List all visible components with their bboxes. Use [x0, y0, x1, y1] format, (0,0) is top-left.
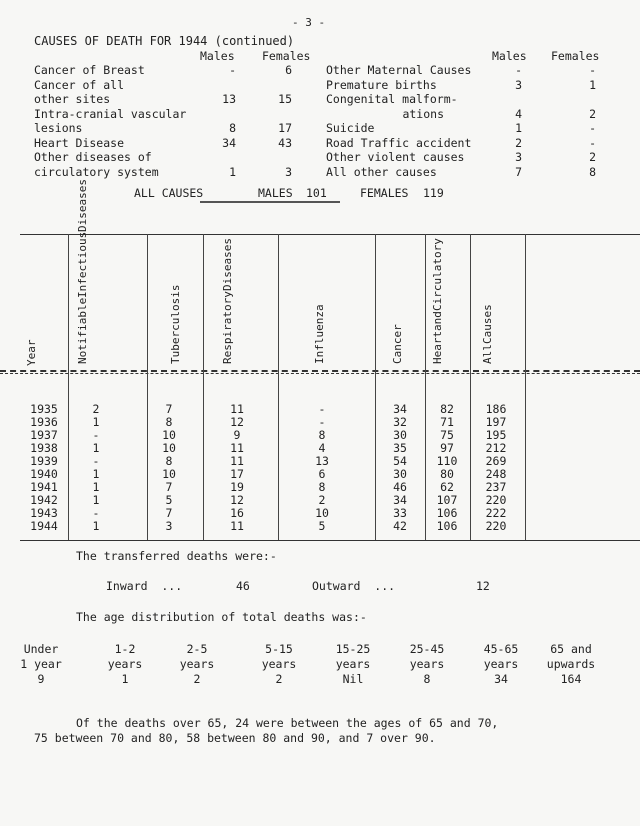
table-cell: 1 [92, 467, 100, 481]
header-line: and [431, 311, 444, 331]
females-total-label: FEMALES [360, 186, 409, 200]
age-group-value: 164 [560, 672, 582, 686]
table-row [4, 493, 640, 506]
table-cell: 35 [393, 441, 407, 455]
table-cell: 110 [436, 454, 458, 468]
table-cell: 1935 [30, 402, 58, 416]
table-cell: 212 [485, 441, 507, 455]
cause-label: circulatory system [34, 164, 159, 179]
header-influenza: Influenza [313, 304, 326, 364]
males-total-label: MALES [258, 186, 293, 200]
header-year: Year [25, 339, 38, 366]
table-cell: 1936 [30, 415, 58, 429]
table-cell: 11 [230, 519, 244, 533]
table-cell: 10 [162, 467, 176, 481]
table-cell: 12 [230, 415, 244, 429]
table-top-rule [20, 234, 640, 235]
table-cell: 2 [318, 493, 326, 507]
table-cell: 6 [318, 467, 326, 481]
table-cell: 13 [315, 454, 329, 468]
table-cell: 106 [436, 506, 458, 520]
header-line: All [481, 344, 494, 364]
cause-label: Other diseases of [34, 150, 152, 164]
table-cell: 5 [165, 493, 173, 507]
header-cancer: Cancer [391, 324, 404, 364]
table-cell: 30 [393, 428, 407, 442]
table-cell: 220 [485, 493, 507, 507]
header-line: Notifiable [76, 297, 89, 364]
age-group-heading: 15-25 [335, 642, 371, 656]
table-cell: 4 [318, 441, 326, 455]
table-cell: 237 [485, 480, 507, 494]
table-cell: 19 [230, 480, 244, 494]
table-cell: 82 [440, 402, 454, 416]
table-cell: 7 [165, 480, 173, 494]
age-group-heading: Under [23, 642, 59, 656]
table-cell: - [92, 506, 100, 520]
header-line: Causes [481, 304, 494, 345]
table-cell: 1 [92, 415, 100, 429]
cause-label: other sites [34, 92, 111, 106]
page-number: - 3 - [292, 16, 326, 29]
males-total-value: 101 [306, 186, 327, 200]
cause-label: Heart Disease [34, 135, 125, 150]
table-cell: 1938 [30, 441, 58, 455]
inward-label: Inward ... [106, 579, 183, 593]
left-males-heading: Males [200, 49, 235, 63]
table-cell: 7 [165, 506, 173, 520]
cause-males-value: 13 [222, 92, 236, 106]
table-cell: 8 [318, 428, 326, 442]
cause-label: Other Maternal Causes [326, 63, 472, 77]
table-cell: 10 [162, 441, 176, 455]
cause-females-value: - [589, 135, 596, 150]
table-cell: 34 [393, 402, 407, 416]
right-females-heading: Females [551, 49, 600, 63]
table-row [4, 402, 640, 415]
table-cell: 1 [92, 519, 100, 533]
cause-males-value: 34 [222, 135, 236, 150]
table-cell: 7 [165, 402, 173, 416]
table-cell: 1 [92, 493, 100, 507]
header-line: Diseases [76, 178, 89, 232]
cause-label: Premature births [326, 77, 437, 92]
table-cell: 2 [92, 402, 100, 416]
table-cell: 97 [440, 441, 454, 455]
cause-males-value: 7 [515, 164, 522, 179]
inward-value: 46 [236, 579, 250, 593]
table-cell: - [318, 402, 326, 416]
section-heading: CAUSES OF DEATH FOR 1944 (continued) [34, 34, 295, 48]
table-body [4, 402, 640, 532]
table-cell: 106 [436, 519, 458, 533]
age-group-subheading: years [409, 657, 445, 671]
cause-females-value: 2 [589, 106, 596, 121]
table-row [4, 415, 640, 428]
cause-females-value: 6 [285, 63, 292, 77]
table-cell: 10 [162, 428, 176, 442]
table-cell: 42 [393, 519, 407, 533]
cause-label: Cancer of all [34, 77, 125, 92]
cause-label: Cancer of Breast [34, 63, 145, 77]
age-group-value: 2 [275, 672, 283, 686]
header-line: Diseases [221, 238, 234, 292]
table-cell: 248 [485, 467, 507, 481]
age-group-value: 2 [193, 672, 201, 686]
cause-females-value: 15 [278, 92, 292, 106]
cause-males-value: - [229, 63, 236, 77]
outward-label: Outward ... [312, 579, 396, 593]
table-cell: 1944 [30, 519, 58, 533]
transfers-intro: The transferred deaths were:- [76, 549, 277, 563]
table-cell: 8 [318, 480, 326, 494]
table-cell: 54 [393, 454, 407, 468]
table-row [4, 467, 640, 480]
cause-males-value: 3 [515, 77, 522, 92]
cause-label: Other violent causes [326, 150, 465, 164]
header-line: Respiratory [221, 291, 234, 364]
cause-females-value: 3 [285, 164, 292, 179]
cause-label: ations [402, 106, 444, 121]
cause-label: All other causes [326, 164, 437, 179]
age-intro: The age distribution of total deaths was:- [76, 610, 367, 624]
header-respiratory [221, 238, 262, 364]
age-group-subheading: years [179, 657, 215, 671]
cause-males-value: - [515, 63, 522, 77]
table-cell: 195 [485, 428, 507, 442]
table-cell: 1942 [30, 493, 58, 507]
cause-males-value: 3 [515, 150, 522, 164]
cause-males-value: 4 [515, 106, 522, 121]
table-cell: 186 [485, 402, 507, 416]
table-cell: 8 [165, 454, 173, 468]
table-cell: 11 [230, 441, 244, 455]
header-line: Heart [431, 330, 444, 364]
table-row [4, 441, 640, 454]
age-group-subheading: 1 year [20, 657, 62, 671]
table-cell: 107 [436, 493, 458, 507]
age-group-value: 1 [121, 672, 129, 686]
age-group-subheading: years [483, 657, 519, 671]
header-tuberculosis: Tuberculosis [169, 284, 182, 364]
table-cell: 62 [440, 480, 454, 494]
table-row [4, 480, 640, 493]
cause-females-value: 8 [589, 164, 596, 179]
table-cell: 197 [485, 415, 507, 429]
age-group-heading: 65 and [550, 642, 592, 656]
table-cell: 34 [393, 493, 407, 507]
table-cell: 33 [393, 506, 407, 520]
header-all-causes [482, 296, 518, 364]
age-group-subheading: years [107, 657, 143, 671]
table-cell: 9 [233, 428, 241, 442]
all-causes-label: ALL CAUSES [134, 186, 204, 200]
cause-males-value: 1 [515, 121, 522, 135]
outward-value: 12 [476, 579, 490, 593]
table-cell: 269 [485, 454, 507, 468]
table-cell: 16 [230, 506, 244, 520]
header-notifiable [76, 178, 136, 364]
age-group-value: 9 [37, 672, 45, 686]
cause-females-value: 2 [589, 150, 596, 164]
table-row [4, 519, 640, 532]
table-cell: 71 [440, 415, 454, 429]
table-cell: 8 [165, 415, 173, 429]
cause-label: Intra-cranial vascular [34, 106, 187, 121]
header-line: Circulatory [431, 238, 444, 311]
table-cell: 1943 [30, 506, 58, 520]
table-cell: - [92, 454, 100, 468]
header-heart [431, 238, 468, 364]
cause-males-value: 1 [229, 164, 236, 179]
table-cell: 5 [318, 519, 326, 533]
cause-females-value: - [589, 63, 596, 77]
age-group-heading: 25-45 [409, 642, 445, 656]
age-group-subheading: years [335, 657, 371, 671]
cause-females-value: - [589, 121, 596, 135]
table-cell: 12 [230, 493, 244, 507]
cause-males-value: 2 [515, 135, 522, 150]
table-header-rule [0, 370, 640, 372]
table-cell: 80 [440, 467, 454, 481]
table-cell: 1 [92, 441, 100, 455]
cause-label: lesions [34, 121, 83, 135]
table-cell: 32 [393, 415, 407, 429]
age-group-heading: 5-15 [265, 642, 293, 656]
cause-label: Suicide [326, 121, 375, 135]
cause-females-value: 1 [589, 77, 596, 92]
table-cell: 46 [393, 480, 407, 494]
footer-line-1: Of the deaths over 65, 24 were between the ages of 65 and 70, [76, 716, 499, 730]
footer-line-2: 75 between 70 and 80, 58 between 80 and 90, and 7 over 90. [34, 731, 436, 745]
table-cell: 1939 [30, 454, 58, 468]
age-group-value: 34 [494, 672, 508, 686]
table-cell: 17 [230, 467, 244, 481]
table-cell: 220 [485, 519, 507, 533]
age-group-subheading: upwards [546, 657, 596, 671]
age-group-value: 8 [423, 672, 431, 686]
table-cell: - [92, 428, 100, 442]
table-cell: 11 [230, 454, 244, 468]
table-row [4, 506, 640, 519]
right-males-heading: Males [492, 49, 527, 63]
header-line: Infectious [76, 231, 89, 298]
cause-label: Road Traffic accident [326, 135, 472, 150]
table-cell: - [318, 415, 326, 429]
age-group-heading: 2-5 [186, 642, 208, 656]
table-cell: 1937 [30, 428, 58, 442]
table-cell: 10 [315, 506, 329, 520]
table-header-rule-2 [0, 373, 640, 374]
table-row [4, 428, 640, 441]
totals-underline [200, 201, 340, 203]
cause-females-value: 43 [278, 135, 292, 150]
age-group-heading: 1-2 [114, 642, 136, 656]
table-cell: 222 [485, 506, 507, 520]
cause-females-value: 17 [278, 121, 292, 135]
cause-label: Congenital malform- [326, 92, 458, 106]
left-females-heading: Females [262, 49, 311, 63]
table-cell: 1 [92, 480, 100, 494]
females-total-value: 119 [423, 186, 444, 200]
age-group-subheading: years [261, 657, 297, 671]
table-cell: 1941 [30, 480, 58, 494]
table-cell: 3 [165, 519, 173, 533]
table-cell: 11 [230, 402, 244, 416]
table-cell: 30 [393, 467, 407, 481]
cause-males-value: 8 [229, 121, 236, 135]
age-group-heading: 45-65 [483, 642, 519, 656]
table-bottom-rule [20, 540, 640, 541]
table-cell: 75 [440, 428, 454, 442]
age-group-value: Nil [342, 672, 364, 686]
table-cell: 1940 [30, 467, 58, 481]
table-row [4, 454, 640, 467]
